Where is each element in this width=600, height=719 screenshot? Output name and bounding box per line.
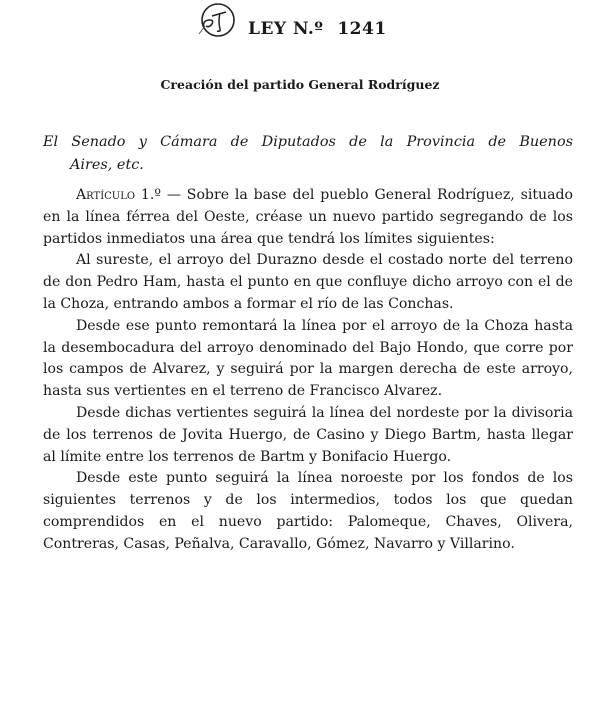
preamble-line-1: El Senado y Cámara de Diputados de la Provincia de Buenos bbox=[43, 134, 573, 150]
preamble bbox=[43, 131, 573, 177]
handwritten-stamp-icon bbox=[196, 2, 236, 42]
article-label: Artículo 1.º bbox=[76, 187, 161, 203]
article-paragraph: Desde este punto seguirá la línea noroeste por los fondos de los siguientes terrenos y de los intermedios, todos los que quedan comprendidos en el nuevo partido: Palomeque, Chaves, Olivera, Contreras, Casas, Peñalva, Caravallo, Gómez, Navarro y Villarino. bbox=[43, 470, 573, 552]
article-paragraph: Desde dichas vertientes seguirá la línea del nordeste por la divisoria de los terrenos de Jovita Huergo, de Casino y Diego Bartm, hasta llegar al límite entre los terrenos de Bartm y Bonifacio Huergo. bbox=[43, 404, 573, 465]
page-header bbox=[0, 0, 600, 60]
law-number: 1241 bbox=[337, 19, 387, 39]
law-subtitle: Creación del partido General Rodríguez bbox=[160, 77, 440, 92]
article-dash: — bbox=[161, 187, 187, 203]
article-paragraph-text: Sobre la base del pueblo General Rodríguez, situado en la línea férrea del Oeste, créase un nuevo partido segregando de los partidos inmediatos una área que tendrá los límites siguientes: bbox=[43, 187, 573, 247]
article-paragraph: Desde ese punto remontará la línea por el arroyo de la Choza hasta la desembocadura del arroyo denominado del Bajo Hondo, que corre por los campos de Alvarez, y seguirá por la margen derecha de este arroyo, hasta sus vertientes en el terreno de Francisco Alvarez. bbox=[43, 317, 573, 400]
law-prefix: LEY N.º bbox=[248, 19, 324, 39]
article-body bbox=[43, 185, 573, 556]
preamble-line-2: Aires, etc. bbox=[70, 157, 144, 173]
article-paragraph: Al sureste, el arroyo del Durazno desde el costado norte del terreno de don Pedro Ham, hasta el punto en que confluye dicho arroyo con el de la Choza, entrando ambos a formar el río de las Conchas. bbox=[43, 252, 573, 312]
law-title bbox=[248, 19, 387, 39]
article-paragraph bbox=[43, 185, 573, 250]
